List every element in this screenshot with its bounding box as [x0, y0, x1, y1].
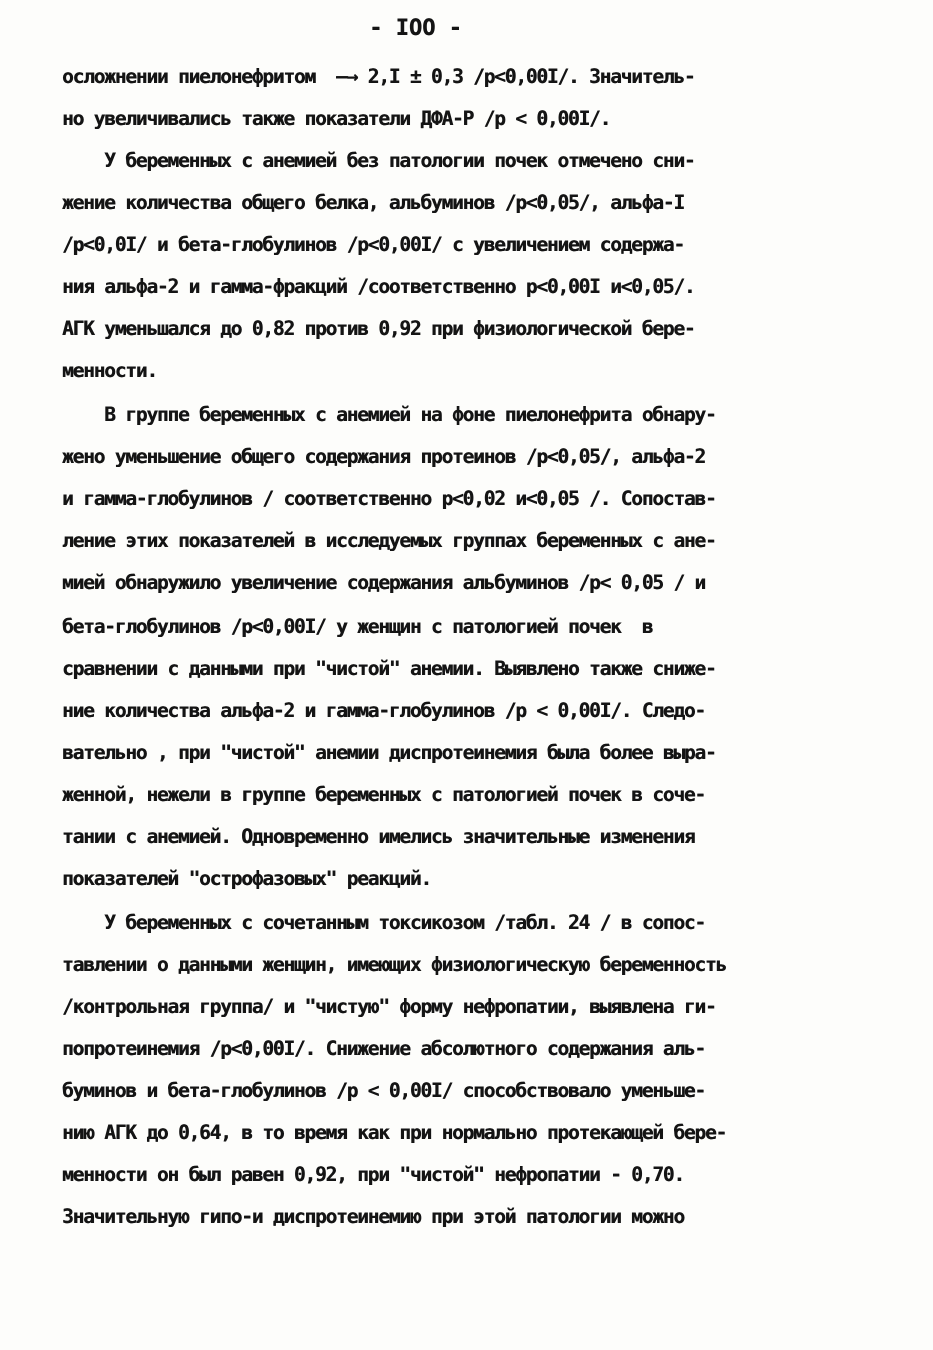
text-line: жение количества общего белка, альбуминов /р<0,05/, альфа-I: [62, 191, 684, 214]
text-line: В группе беременных с анемией на фоне пиелонефрита обнару-: [62, 403, 716, 426]
text-line: сравнении с данными при "чистой" анемии. Выявлено также сниже-: [62, 657, 716, 680]
text-line: тавлении о данными женщин, имеющих физиологическую беременность: [62, 953, 727, 976]
text-line: Значительную гипо-и диспротеинемию при этой патологии можно: [62, 1205, 684, 1228]
text-line: менности он был равен 0,92, при "чистой" нефропатии - 0,70.: [62, 1163, 684, 1186]
text-line: АГК уменьшался до 0,82 против 0,92 при физиологической бере-: [62, 317, 695, 340]
text-line: У беременных с анемией без патологии почек отмечено сни-: [62, 149, 695, 172]
text-line: тании с анемией. Одновременно имелись значительные изменения: [62, 825, 695, 848]
text-line: ния альфа-2 и гамма-фракций /соответственно р<0,00I и<0,05/.: [62, 275, 695, 298]
text-line: ние количества альфа-2 и гамма-глобулинов /р < 0,00I/. Следо-: [62, 699, 705, 722]
text-line: женной, нежели в группе беременных с патологией почек в соче-: [62, 783, 705, 806]
text-line: /контрольная группа/ и "чистую" форму нефропатии, выявлена ги-: [62, 995, 716, 1018]
text-line: нию АГК до 0,64, в то время как при нормально протекающей бере-: [62, 1121, 727, 1144]
text-line: буминов и бета-глобулинов /р < 0,00I/ способствовало уменьше-: [62, 1079, 705, 1102]
text-line: мией обнаружило увеличение содержания альбуминов /р< 0,05 / и: [62, 571, 705, 594]
page-number: - IOO -: [369, 16, 462, 41]
text-line: У беременных с сочетанным токсикозом /табл. 24 / в сопос-: [62, 911, 705, 934]
text-line: /р<0,0I/ и бета-глобулинов /р<0,00I/ с увеличением содержа-: [62, 233, 684, 256]
text-line: но увеличивались также показатели ДФА-Р /р < 0,00I/.: [62, 107, 611, 130]
text-line: менности.: [62, 359, 157, 382]
text-line: и гамма-глобулинов / соответственно р<0,02 и<0,05 /. Сопостав-: [62, 487, 716, 510]
text-line: ление этих показателей в исследуемых группах беременных с ане-: [62, 529, 716, 552]
text-line: бета-глобулинов /р<0,00I/ у женщин с патологией почек в: [62, 615, 653, 638]
text-line: жено уменьшение общего содержания протеинов /р<0,05/, альфа-2: [62, 445, 705, 468]
text-line: осложнении пиелонефритом —→ 2,I ± 0,3 /р<0,00I/. Значитель-: [62, 65, 695, 88]
text-line: попротеинемия /р<0,00I/. Снижение абсолютного содержания аль-: [62, 1037, 705, 1060]
text-line: показателей "острофазовых" реакций.: [62, 867, 431, 890]
text-line: вательно , при "чистой" анемии диспротеинемия была более выра-: [62, 741, 716, 764]
